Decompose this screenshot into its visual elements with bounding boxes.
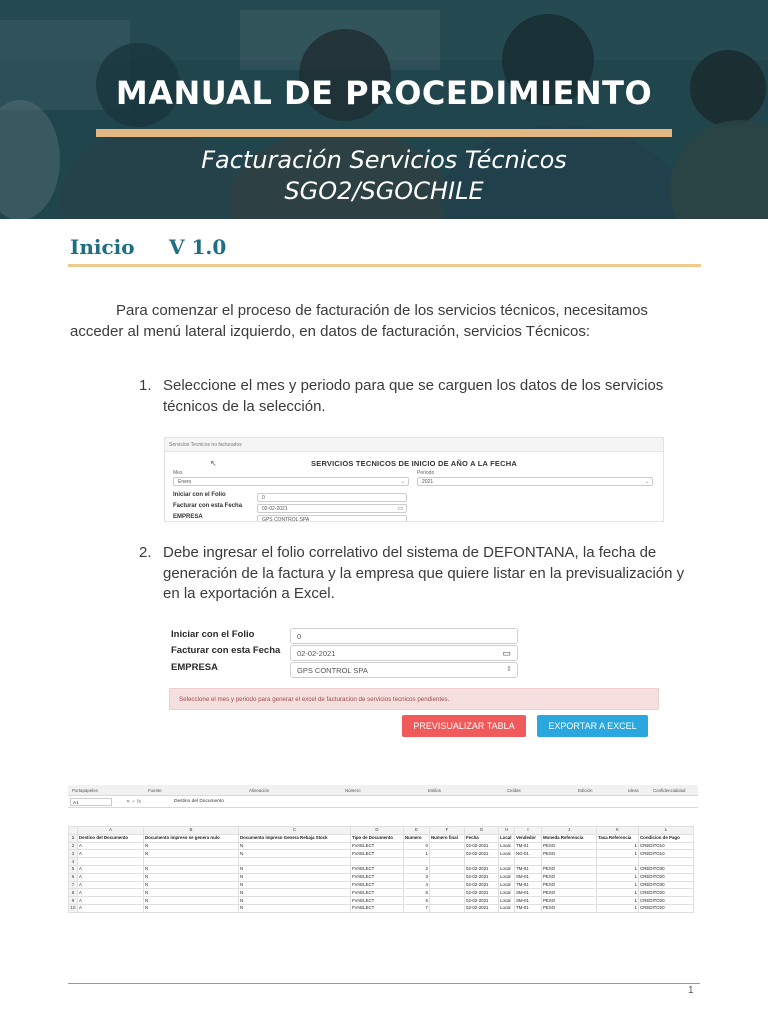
folio-value: 0 [262, 495, 265, 501]
mouse-cursor-icon: ↖ [210, 459, 217, 468]
excel-ribbon [68, 785, 698, 796]
ribbon-group[interactable]: Confidencialidad [653, 788, 686, 793]
column-header-row [69, 827, 694, 835]
table-row [69, 897, 694, 905]
mes-value: Enero [178, 479, 192, 485]
table-cell[interactable]: 1 [404, 850, 430, 858]
step-number: 2. [139, 544, 152, 561]
table-cell[interactable]: TM-01 [515, 842, 542, 850]
table-row [69, 865, 694, 873]
table-cell[interactable] [78, 858, 144, 866]
column-header-cell[interactable]: Tipo de Documento [351, 834, 404, 842]
table-cell[interactable]: TM-01 [515, 904, 542, 912]
table-cell[interactable]: CREDITO20 [639, 873, 694, 881]
table-cell[interactable]: A [78, 873, 144, 881]
column-letter[interactable]: H [499, 827, 515, 835]
column-header-cell[interactable]: Numero [404, 834, 430, 842]
periodo-label: Periodo [417, 470, 435, 476]
table-cell[interactable]: 0 [404, 842, 430, 850]
table-cell[interactable]: A [78, 904, 144, 912]
column-letter[interactable]: C [239, 827, 351, 835]
calendar-icon[interactable]: ▭ [502, 648, 511, 658]
ribbon-group[interactable]: Ideas [628, 788, 639, 793]
table-cell[interactable] [597, 858, 639, 866]
table-cell[interactable]: N [239, 897, 351, 905]
mes-label: Mes [173, 470, 183, 476]
table-cell[interactable]: CREDITO20 [639, 897, 694, 905]
table-cell[interactable]: FVAELECT [351, 897, 404, 905]
table-cell[interactable]: N [144, 889, 239, 897]
row-number[interactable]: 5 [69, 865, 78, 873]
column-letter[interactable]: F [430, 827, 465, 835]
table-cell[interactable]: Local [499, 873, 515, 881]
table-cell[interactable] [515, 858, 542, 866]
table-cell[interactable] [430, 873, 465, 881]
row-number[interactable]: 2 [69, 842, 78, 850]
table-cell[interactable]: 1 [597, 865, 639, 873]
column-header-cell[interactable]: Local [499, 834, 515, 842]
table-cell[interactable]: 6 [404, 897, 430, 905]
empresa-label: EMPRESA [171, 662, 218, 673]
folio-value: 0 [297, 632, 302, 641]
table-cell[interactable]: CREDITO30 [639, 881, 694, 889]
ribbon-group[interactable]: Número [345, 788, 361, 793]
table-cell[interactable] [404, 858, 430, 866]
table-cell[interactable]: TM-01 [515, 881, 542, 889]
fecha-input[interactable] [290, 645, 518, 661]
table-cell[interactable]: Local [499, 904, 515, 912]
periodo-select[interactable] [417, 477, 653, 486]
screenshot-title: SERVICIOS TECNICOS DE INICIO DE AÑO A LA FECHA [311, 459, 517, 468]
page-number: 1 [688, 985, 694, 996]
table-cell[interactable]: 02-02-2021 [465, 881, 499, 889]
table-cell[interactable]: FVAELECT [351, 865, 404, 873]
header-banner [0, 0, 768, 219]
column-letter[interactable]: A [78, 827, 144, 835]
table-cell[interactable]: Local [499, 850, 515, 858]
step-text: Debe ingresar el folio correlativo del sistema de DEFONTANA, la fecha de generación de la factura y la empresa que quiere listar en la previsualización y en la exportación a Excel. [163, 544, 685, 602]
ribbon-group[interactable]: Estilos [428, 788, 441, 793]
table-row [69, 858, 694, 866]
table-cell[interactable]: Local [499, 889, 515, 897]
table-cell[interactable]: 4 [404, 881, 430, 889]
table-cell[interactable]: N [144, 873, 239, 881]
table-cell[interactable]: N [144, 842, 239, 850]
function-icon[interactable]: ✕ ✓ fx [126, 799, 142, 805]
table-cell[interactable]: N [239, 881, 351, 889]
table-cell[interactable]: N [144, 865, 239, 873]
table-cell[interactable]: PESO [542, 889, 597, 897]
fecha-value: 02-02-2021 [262, 506, 288, 512]
table-cell[interactable]: 3 [404, 873, 430, 881]
column-letter[interactable]: D [351, 827, 404, 835]
document-title: MANUAL DE PROCEDIMIENTO [115, 74, 653, 112]
empresa-select[interactable] [257, 515, 407, 522]
table-cell[interactable]: 02-02-2021 [465, 865, 499, 873]
title-underline [96, 129, 672, 137]
row-number[interactable]: 9 [69, 897, 78, 905]
name-box[interactable]: A1 [70, 798, 112, 806]
document-subtitle-line1: Facturación Servicios Técnicos [201, 146, 567, 174]
table-cell[interactable] [430, 842, 465, 850]
table-cell[interactable]: A [78, 850, 144, 858]
table-cell[interactable]: PESO [542, 897, 597, 905]
section-title: Inicio [70, 235, 135, 259]
column-letter[interactable]: G [465, 827, 499, 835]
table-cell[interactable]: Local [499, 881, 515, 889]
column-letter[interactable]: B [144, 827, 239, 835]
table-cell[interactable]: N [144, 897, 239, 905]
column-letter[interactable]: J [542, 827, 597, 835]
column-header-cell[interactable]: Condicion de Pago [639, 834, 694, 842]
ribbon-group[interactable]: Fuente [148, 788, 162, 793]
column-header-cell[interactable]: Documento impreso se genera nulo [144, 834, 239, 842]
column-header-cell[interactable]: Vendedor [515, 834, 542, 842]
table-cell[interactable]: N [144, 850, 239, 858]
chevron-down-icon: ⌄ [400, 479, 405, 485]
formula-content[interactable]: Destino del Documento [174, 799, 224, 804]
table-cell[interactable]: 1 [597, 897, 639, 905]
table-cell[interactable]: FVAELECT [351, 889, 404, 897]
folio-input[interactable] [290, 628, 518, 644]
table-cell[interactable]: 7 [404, 904, 430, 912]
table-cell[interactable]: N [239, 865, 351, 873]
table-cell[interactable]: Local [499, 865, 515, 873]
intro-paragraph [70, 301, 700, 342]
table-cell[interactable] [465, 858, 499, 866]
column-letter[interactable]: K [597, 827, 639, 835]
table-cell[interactable]: CREDITO10 [639, 850, 694, 858]
screenshot-period-selection [164, 437, 664, 522]
table-cell[interactable]: SM-01 [515, 897, 542, 905]
table-cell[interactable]: A [78, 897, 144, 905]
warning-alert: Seleccione el mes y periodo para generar el excel de facturacion de servicios tecnicos pendientes. [169, 688, 659, 710]
breadcrumb: Servicios Tecnicos no facturados [169, 442, 242, 448]
table-cell[interactable]: FVAELECT [351, 881, 404, 889]
table-cell[interactable] [430, 881, 465, 889]
column-header-cell[interactable]: Tasa Referencia [597, 834, 639, 842]
table-cell[interactable]: N [239, 842, 351, 850]
table-row [69, 873, 694, 881]
section-divider [68, 264, 701, 267]
ribbon-group[interactable]: Edición [578, 788, 593, 793]
row-number[interactable]: 10 [69, 904, 78, 912]
table-cell[interactable]: 2 [404, 865, 430, 873]
table-cell[interactable]: CREDITO20 [639, 904, 694, 912]
table-cell[interactable] [351, 858, 404, 866]
fecha-label: Facturar con esta Fecha [171, 645, 281, 656]
folio-label: Iniciar con el Folio [171, 629, 255, 640]
step-text: Seleccione el mes y periodo para que se carguen los datos de los servicios técnicos de la selección. [163, 377, 664, 415]
table-cell[interactable]: FVAELECT [351, 850, 404, 858]
table-cell[interactable]: N [239, 889, 351, 897]
fecha-label: Facturar con esta Fecha [173, 503, 243, 509]
fecha-input[interactable] [257, 504, 407, 513]
table-cell[interactable]: Local [499, 897, 515, 905]
row-number[interactable]: 7 [69, 881, 78, 889]
table-cell[interactable]: N [239, 873, 351, 881]
table-row [69, 842, 694, 850]
empresa-value: GPS CONTROL SPA [262, 517, 310, 522]
table-cell[interactable]: PESO [542, 881, 597, 889]
table-cell[interactable]: PESO [542, 873, 597, 881]
table-cell[interactable] [144, 858, 239, 866]
row-number[interactable]: 1 [69, 834, 78, 842]
row-number[interactable]: 3 [69, 850, 78, 858]
empresa-label: EMPRESA [173, 514, 203, 520]
table-cell[interactable]: 02-02-2021 [465, 873, 499, 881]
table-cell[interactable]: 1 [597, 850, 639, 858]
table-cell[interactable]: FVAELECT [351, 873, 404, 881]
intro-text: Para comenzar el proceso de facturación de los servicios técnicos, necesitamos acceder al menú lateral izquierdo, en datos de facturación, servicios Técnicos: [70, 302, 648, 340]
row-number[interactable]: 8 [69, 889, 78, 897]
preview-table-button[interactable]: PREVISUALIZAR TABLA [402, 715, 526, 737]
column-header-cell[interactable]: Numero final [430, 834, 465, 842]
column-letter[interactable]: I [515, 827, 542, 835]
table-cell[interactable]: FVAELECT [351, 904, 404, 912]
row-number[interactable]: 4 [69, 858, 78, 866]
table-cell[interactable]: A [78, 842, 144, 850]
spreadsheet-grid[interactable] [68, 826, 694, 913]
column-letter[interactable]: E [404, 827, 430, 835]
table-cell[interactable]: PESO [542, 904, 597, 912]
table-cell[interactable]: 5 [404, 889, 430, 897]
fecha-value: 02-02-2021 [297, 649, 336, 658]
table-cell[interactable]: N [144, 904, 239, 912]
footer-rule [68, 983, 700, 984]
table-header-row [69, 834, 694, 842]
column-header-cell[interactable]: Documento impreso Genera Rebaja Stock [239, 834, 351, 842]
table-cell[interactable] [239, 858, 351, 866]
table-cell[interactable] [430, 897, 465, 905]
chevron-down-icon: ⌄ [644, 479, 649, 485]
table-cell[interactable]: 1 [597, 842, 639, 850]
table-cell[interactable]: 1 [597, 873, 639, 881]
ribbon-group[interactable]: Portapapeles [72, 788, 98, 793]
screenshot-excel-export [68, 785, 698, 915]
calendar-icon[interactable]: ▭ [397, 506, 403, 512]
table-cell[interactable]: A [78, 865, 144, 873]
section-version: V 1.0 [169, 235, 227, 259]
ribbon-group[interactable]: Alineación [249, 788, 270, 793]
table-row [69, 881, 694, 889]
table-cell[interactable] [499, 858, 515, 866]
table-cell[interactable] [430, 850, 465, 858]
table-cell[interactable]: N [144, 881, 239, 889]
table-row [69, 850, 694, 858]
ribbon-group[interactable]: Celdas [507, 788, 521, 793]
select-all-corner[interactable] [69, 827, 78, 835]
mes-select[interactable] [173, 477, 409, 486]
table-cell[interactable]: PESO [542, 842, 597, 850]
periodo-value: 2021 [422, 479, 434, 485]
table-cell[interactable]: CREDITO10 [639, 842, 694, 850]
table-cell[interactable] [639, 858, 694, 866]
chevron-updown-icon: ⇕ [506, 666, 512, 673]
table-cell[interactable]: N [239, 850, 351, 858]
document-subtitle-line2: SGO2/SGOCHILE [284, 177, 484, 205]
table-cell[interactable]: PESO [542, 865, 597, 873]
column-header-cell[interactable]: Destino del Documento [78, 834, 144, 842]
table-cell[interactable] [430, 889, 465, 897]
table-cell[interactable] [542, 858, 597, 866]
table-row [69, 904, 694, 912]
empresa-select[interactable] [290, 662, 518, 678]
table-cell[interactable]: SM-01 [515, 889, 542, 897]
table-cell[interactable]: 02-02-2021 [465, 889, 499, 897]
table-cell[interactable]: PESO [542, 850, 597, 858]
table-cell[interactable]: N [239, 904, 351, 912]
screenshot-billing-form [166, 625, 662, 745]
table-cell[interactable]: FVAELECT [351, 842, 404, 850]
table-cell[interactable] [430, 904, 465, 912]
table-cell[interactable]: Local [499, 842, 515, 850]
table-cell[interactable]: TM-01 [515, 865, 542, 873]
table-cell[interactable]: 1 [597, 881, 639, 889]
table-cell[interactable] [430, 858, 465, 866]
folio-input[interactable] [257, 493, 407, 502]
empresa-value: GPS CONTROL SPA [297, 666, 368, 675]
table-cell[interactable]: 02-02-2021 [465, 897, 499, 905]
column-header-cell[interactable]: Moneda Referencia [542, 834, 597, 842]
table-cell[interactable]: CREDITO30 [639, 865, 694, 873]
table-cell[interactable]: A [78, 881, 144, 889]
table-cell[interactable] [430, 865, 465, 873]
table-cell[interactable]: 02-02-2021 [465, 842, 499, 850]
table-cell[interactable]: NG-01 [515, 850, 542, 858]
table-cell[interactable]: SM-01 [515, 873, 542, 881]
table-cell[interactable]: 1 [597, 889, 639, 897]
formula-bar [68, 796, 698, 808]
table-cell[interactable]: 1 [597, 904, 639, 912]
folio-label: Iniciar con el Folio [173, 492, 226, 498]
table-cell[interactable]: A [78, 889, 144, 897]
table-cell[interactable]: 02-02-2021 [465, 904, 499, 912]
table-row [69, 889, 694, 897]
table-cell[interactable]: CREDITO20 [639, 889, 694, 897]
step-number: 1. [139, 377, 152, 394]
column-header-cell[interactable]: Fecha [465, 834, 499, 842]
export-excel-button[interactable]: EXPORTAR A EXCEL [537, 715, 648, 737]
column-letter[interactable]: L [639, 827, 694, 835]
row-number[interactable]: 6 [69, 873, 78, 881]
screenshot-breadcrumb-bar [165, 438, 663, 452]
table-cell[interactable]: 02-02-2021 [465, 850, 499, 858]
